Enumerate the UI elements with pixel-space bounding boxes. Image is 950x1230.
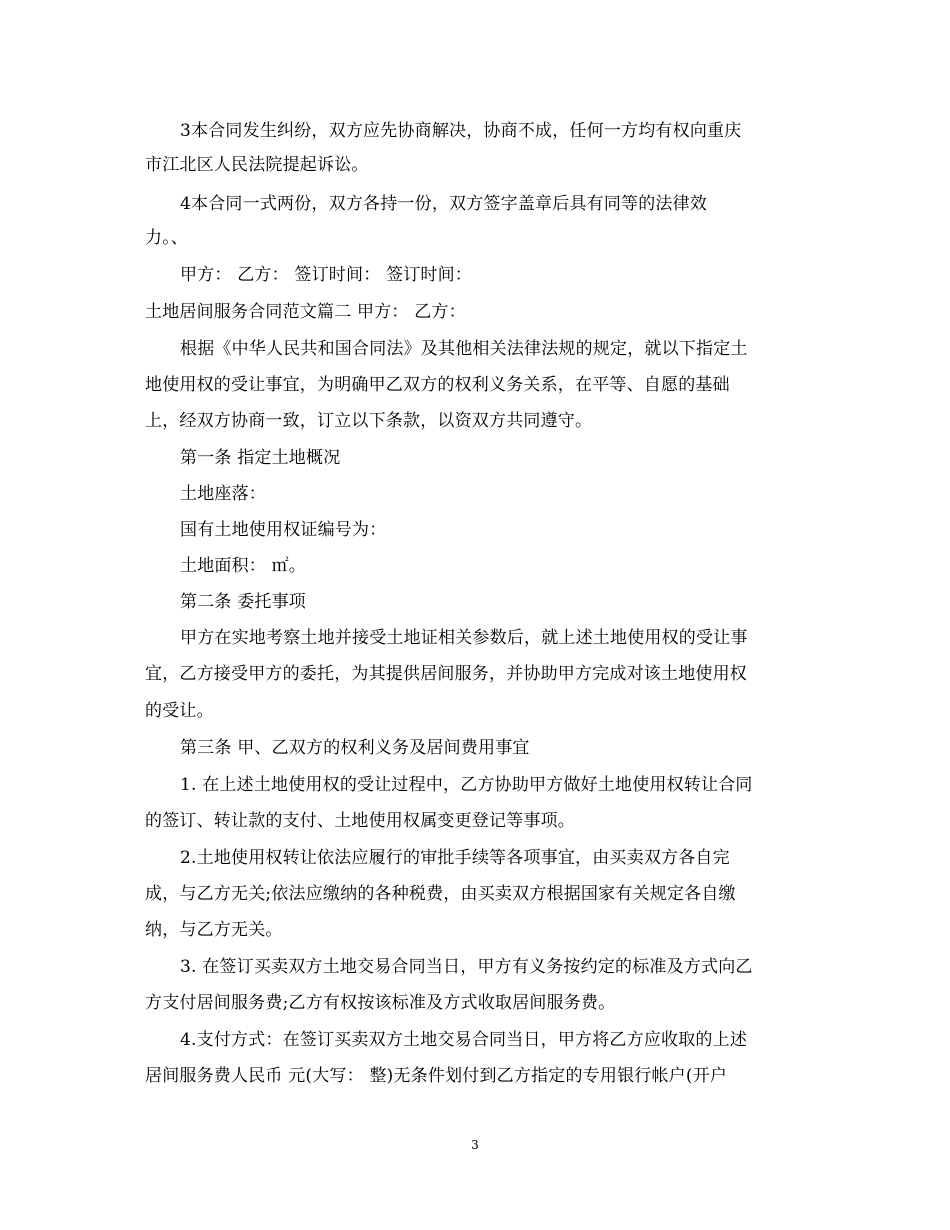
paragraph-line: 3本合同发生纠纷，双方应先协商解决，协商不成，任何一方均有权向重庆 (180, 121, 742, 141)
paragraph-line: 方支付居间服务费;乙方有权按该标准及方式收取居间服务费。 (145, 993, 616, 1013)
paragraph-line: 的签订、转让款的支付、土地使用权属变更登记等事项。 (145, 811, 575, 831)
article-heading: 第三条 甲、乙双方的权利义务及居间费用事宜 (180, 738, 530, 758)
paragraph-line: 居间服务费人民币 元(大写： 整)无条件划付到乙方指定的专用银行帐户(开户 (145, 1066, 728, 1086)
paragraph-line: 土地面积： ㎡。 (180, 556, 307, 576)
article-heading: 第二条 委托事项 (180, 592, 307, 612)
page-number: 3 (471, 1138, 479, 1152)
paragraph-line: 土地座落： (180, 484, 266, 504)
paragraph-line: 4本合同一式两份，双方各持一份，双方签字盖章后具有同等的法律效 (180, 194, 708, 214)
paragraph-line: 地使用权的受让事宜，为明确甲乙双方的权利义务关系，在平等、自愿的基础 (145, 375, 730, 395)
paragraph-line: 力。、 (145, 228, 189, 248)
signature-line: 甲方： 乙方： 签订时间： 签订时间： (180, 265, 473, 285)
section-heading: 土地居间服务合同范文篇二 甲方： 乙方： (145, 302, 466, 322)
paragraph-line: 1. 在上述土地使用权的受让过程中，乙方协助甲方做好土地使用权转让合同 (180, 775, 753, 795)
paragraph-line: 宜，乙方接受甲方的委托，为其提供居间服务，并协助甲方完成对该土地使用权 (145, 664, 747, 684)
paragraph-line: 2.土地使用权转让依法应履行的审批手续等各项事宜，由买卖双方各自完 (180, 848, 730, 868)
paragraph-line: 纳，与乙方无关。 (145, 920, 283, 940)
paragraph-line: 成，与乙方无关;依法应缴纳的各种税费，由买卖双方根据国家有关规定各自缴 (145, 884, 736, 904)
article-heading: 第一条 指定土地概况 (180, 448, 341, 468)
paragraph-line: 上，经双方协商一致，订立以下条款，以资双方共同遵守。 (145, 411, 593, 431)
paragraph-line: 市江北区人民法院提起诉讼。 (145, 155, 369, 175)
paragraph-line: 国有土地使用权证编号为： (180, 520, 387, 540)
paragraph-line: 3. 在签订买卖双方土地交易合同当日，甲方有义务按约定的标准及方式向乙 (180, 957, 753, 977)
paragraph-line: 4.支付方式：在签订买卖双方土地交易合同当日，甲方将乙方应收取的上述 (180, 1030, 748, 1050)
paragraph-line: 的受让。 (145, 701, 214, 721)
paragraph-line: 甲方在实地考察土地并接受土地证相关参数后，就上述土地使用权的受让事 (180, 628, 748, 648)
paragraph-line: 根据《中华人民共和国合同法》及其他相关法律法规的规定，就以下指定土 (180, 339, 748, 359)
